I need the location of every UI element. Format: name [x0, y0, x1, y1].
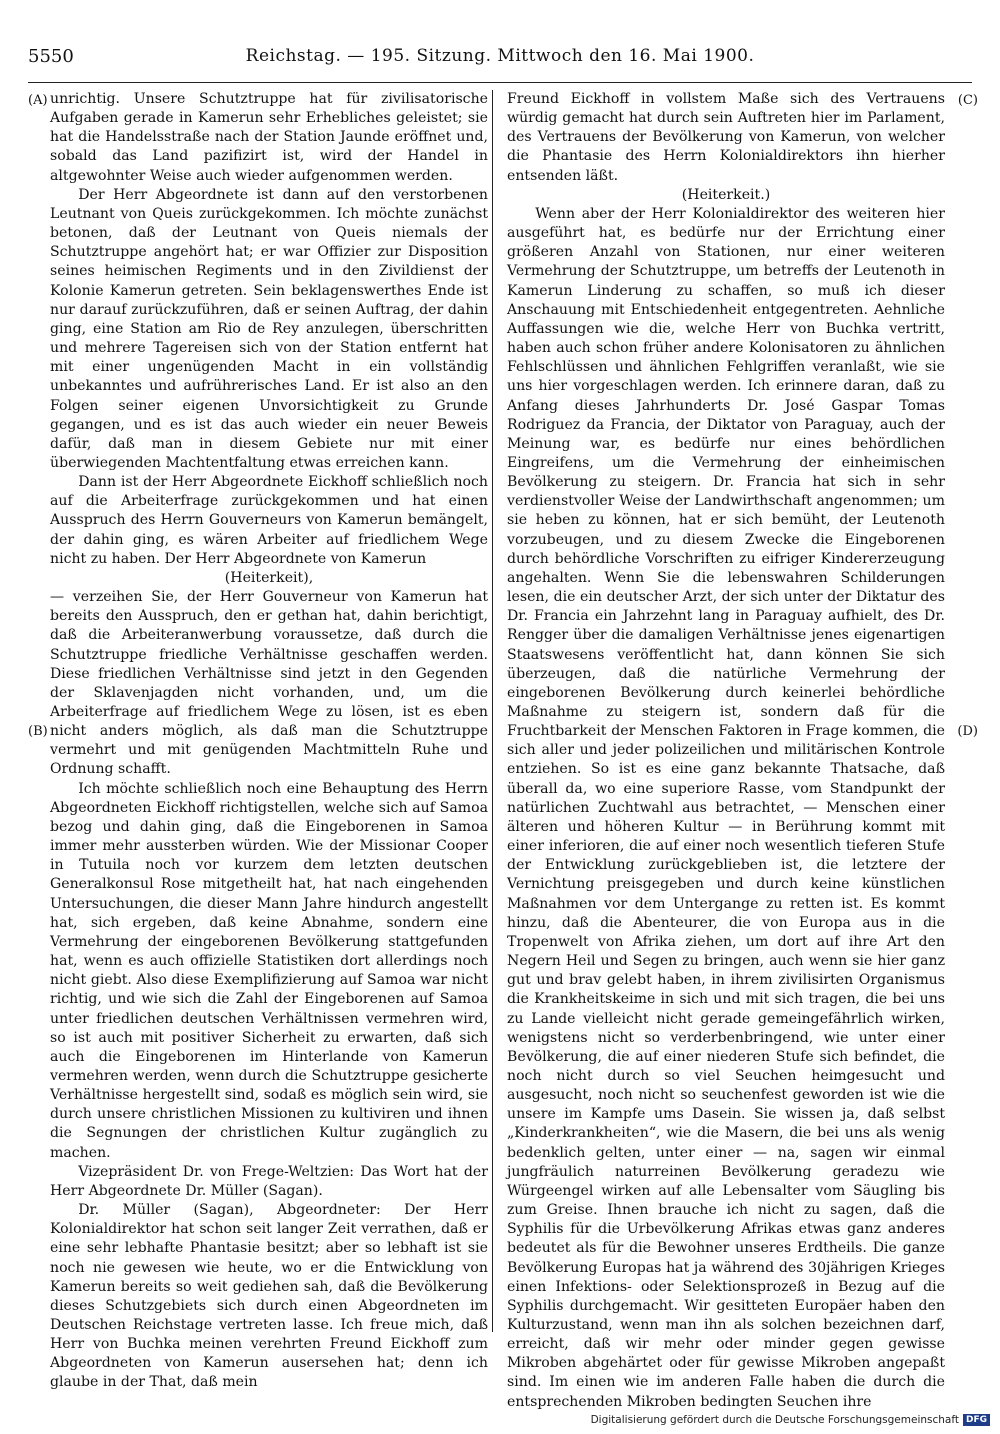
margin-marker-b: (B) [28, 724, 48, 739]
header-rule [28, 82, 972, 83]
paragraph: Vizepräsident Dr. von Frege-Weltzien: Das Wort hat der Herr Abgeordnete Dr. Müller (Sagan). [50, 1163, 488, 1199]
paragraph: (Heiterkeit), [224, 569, 314, 586]
paragraph: — verzeihen Sie, der Herr Gouverneur von Kamerun hat bereits den Ausspruch, den er gethan hat, dahin berichtigt, daß die Arbeiteranwerbung voraussetze, daß durch die Schutztruppe friedliche Verhältnisse geschaffen werden. Diese friedlichen Verhältnisse sind jetzt in den Gegenden der Sklavenjagden nicht vorhanden, und, um die Arbeiterfrage auf friedlichem Wege zu lösen, ist es eben nicht anders möglich, als daß man die Schutztruppe vermehrt und mit genügenden Machtmitteln Ruhe und Ordnung schafft. [50, 589, 488, 778]
paragraph: Der Herr Abgeordnete ist dann auf den verstorbenen Leutnant von Queis zurückgekommen. Ich möchte zunächst betonen, daß der Leutnant von Queis niemals der Schutztruppe angehört hat; er war Offizier zur Disposition seines heimischen Regiments und in den Zivildienst der Kolonie Kamerun getreten. Sein beklagenswerthes Ende ist nur darauf zurückzuführen, daß er seinen Auftrag, der dahin ging, eine Station am Rio de Rey anzulegen, überschritten und mehrere Tagereisen sich von der Station entfernt hat mit einer ungenügenden Macht in ein vollständig unbekanntes und aufrührerisches Land. Er ist also an den Folgen seiner eigenen Unvorsichtigkeit zu Grunde gegangen, und es ist das auch wieder ein neuer Beweis dafür, daß man in diesem Gebiete nur mit einer überwiegenden Machtentfaltung etwas erreichen kann. [50, 186, 488, 471]
paragraph: unrichtig. Unsere Schutztruppe hat für zivilisatorische Aufgaben gerade in Kamerun sehr Erhebliches geleistet; sie hat die Handelsstraße nach der Station Jaunde eröffnet und, sobald das Land pazifizirt ist, wird der Handel in altgewohnter Weise auch wieder aufgenommen werden. [50, 91, 488, 184]
paragraph: Ich möchte schließlich noch eine Behauptung des Herrn Abgeordneten Eickhoff richtigstellen, welche sich auf Samoa bezog und dahin ging, daß die Eingeborenen in Samoa immer mehr aussterben würden. Wie der Missionar Cooper in Tutuila noch vor kurzem dem letzten deutschen Generalkonsul Rose mitgetheilt hat, hat nach eingehenden Untersuchungen, die dieser Mann Jahre hindurch angestellt hat, sich ergeben, daß keine Abnahme, sondern eine Vermehrung der eingeborenen Bevölkerung stattgefunden hat, wenn es auch offizielle Statistiken dort allerdings noch nicht giebt. Also diese Exemplifizierung auf Samoa war nicht richtig, und wie sich die Zahl der Eingeborenen auf Samoa unter friedlichen deutschen Verhältnissen vermehren wird, so ist auch mit positiver Sicherheit zu erwarten, daß sich auch die Eingeborenen im Hinterlande von Kamerun vermehren werden, wenn durch die Schutztruppe gesicherte Verhältnisse hergestellt sind, sodaß es möglich sein wird, sie durch unsere christlichen Missionen zu kultiviren und ihnen die Segnungen der christlichen Kultur zugänglich zu machen. [50, 780, 488, 1161]
column-divider [492, 90, 493, 1332]
running-title: Reichstag. — 195. Sitzung. Mittwoch den 16. Mai 1900. [245, 46, 755, 66]
footer-credit: Digitalisierung gefördert durch die Deutsche Forschungsgemeinschaft [590, 1414, 959, 1426]
margin-marker-d: (D) [957, 724, 978, 739]
paragraph: Freund Eickhoff in vollstem Maße sich des Vertrauens würdig gemacht hat durch sein Auftreten hier im Parlament, des Vertrauens der Bevölkerung von Kamerun, von welcher die Phantasie des Herrn Kolonialdirektors ihn hierher entsenden läßt. [507, 91, 945, 184]
dfg-logo: DFG [963, 1414, 990, 1426]
page-header [28, 44, 972, 74]
paragraph: Wenn aber der Herr Kolonialdirektor des weiteren hier ausgeführt hat, es bedürfe nur der Errichtung einer größeren Anzahl von Stationen, nur einer weiteren Vermehrung der Schutztruppe, um betreffs der Leutenoth in Kamerun Linderung zu schaffen, so muß ich dieser Anschauung mit Entschiedenheit entgegentreten. Aehnliche Auffassungen wie die, welche Herr von Buchka vertritt, haben auch schon früher andere Kolonisatoren zu ähnlichen Fehlschlüssen und ähnlichen Fehlgriffen veranlaßt, wie sie uns hier vorgeschlagen werden. Ich erinnere daran, daß zu Anfang dieses Jahrhunderts Dr. José Gaspar Tomas Rodriguez da Francia, der Diktator von Paraguay, auch der Meinung war, es bedürfe nur eines behördlichen Eingreifens, um die Vermehrung der einheimischen Bevölkerung zu steigern. Dr. Francia hat sich in sehr verdienstvoller Weise der Landwirthschaft angenommen; um sie heben zu können, hat er sich bemüht, der Leutenoth vorzubeugen, und zu diesem Zwecke die Eingeborenen durch behördliche Vorschriften zu eifriger Kindererzeugung angehalten. Wenn Sie die lebenswahren Schilderungen lesen, die ein deutscher Arzt, der sich unter der Diktatur des Dr. Francia ein Jahrzehnt lang in Paraguay aufhielt, des Dr. Rengger über die damaligen Verhältnisse jenes eigenartigen Staatswesens veröffentlicht hat, dann können Sie sich überzeugen, daß die natürliche Vermehrung der eingeborenen Bevölkerung durch keinerlei behördliche Maßnahme zu steigern ist, sondern daß für die Fruchtbarkeit der Menschen Faktoren in Frage kommen, die sich aller und jeder polizeilichen und militärischen Kontrole entziehen. So ist es eine ganz bekannte Thatsache, daß überall da, wo eine superiore Rasse, vom Standpunkt der natürlichen Zuchtwahl aus betrachtet, — Menschen einer älteren und höheren Kultur — in Berührung kommt mit einer inferioren, die auf einer noch wesentlich tieferen Stufe der Entwicklung zurückgeblieben ist, die letztere der Vernichtung preisgegeben und durch keine künstlichen Maßnahmen vor dem Untergange zu retten ist. Es kommt hinzu, daß die Abenteurer, die von Europa aus in die Tropenwelt von Afrika ziehen, um dort auf ihre Art den Negern Heil und Segen zu bringen, auch wenn sie hier ganz gut und brav gelebt haben, in ihrem zivilisirten Organismus die Krankheitskeime in sich und mit sich tragen, die bei uns zu Lande vielleicht nicht gerade gemeingefährlich wirken, wenigstens nicht so verderbenbringend, wie unter einer Bevölkerung, die auf einer niederen Stufe sich befindet, die noch nicht durch so viel Seuchen heimgesucht und ausgesucht, noch nicht so seuchenfest geworden ist wie die unsere im Kampfe ums Dasein. Sie wissen ja, daß selbst „Kinderkrankheiten“, wie die Masern, die bei uns als wenig bedenklich gelten, unter einer — na, sagen wir einmal jungfräulich naturreinen Bevölkerung geradezu wie Würgeengel wirken auf alle Lebensalter vom Säugling bis zum Greise. Ihnen brauche ich nicht zu sagen, daß die Syphilis für die Urbevölkerung Afrikas etwas ganz anderes bedeutet als für die Bewohner unseres Erdtheils. Die ganze Bevölkerung Europas hat ja während des 30jährigen Krieges einen Infektions- oder Selektionsprozeß in Bezug auf die Syphilis durchgemacht. Wir gesitteten Europäer haben den Kulturzustand, wenn man ihn als solchen bezeichnen darf, erreicht, daß wir mehr oder minder gegen gewisse Mikroben abgehärtet oder für gewisse Mikroben angepaßt sind. Im einen wie im anderen Falle haben die durch die entsprechenden Mikroben bedingten Seuchen ihre [507, 205, 945, 1410]
page-number: 5550 [28, 46, 74, 67]
left-column [50, 90, 488, 1391]
page-footer [591, 1414, 990, 1426]
paragraph: Dann ist der Herr Abgeordnete Eickhoff schließlich noch auf die Arbeiterfrage zurückgekommen und hat einen Ausspruch des Herrn Gouverneurs von Kamerun bemängelt, der dahin ging, es wären Arbeiter auf friedlichem Wege nicht zu haben. Der Herr Abgeordnete von Kamerun [50, 474, 488, 567]
margin-marker-a: (A) [28, 93, 48, 108]
paragraph: (Heiterkeit.) [681, 186, 771, 203]
right-column [507, 90, 945, 1410]
paragraph: Dr. Müller (Sagan), Abgeordneter: Der Herr Kolonialdirektor hat schon seit langer Zeit verrathen, daß er eine sehr lebhafte Phantasie besitzt; aber so lebhaft ist sie noch nie gewesen wie heute, wo er die Entwicklung von Kamerun bereits so weit gediehen sah, daß die Bevölkerung dieses Schutzgebiets sich durch einen Abgeordneten im Deutschen Reichstage vertreten lasse. Ich freue mich, daß Herr von Buchka meinen verehrten Freund Eickhoff zum Abgeordneten von Kamerun ausersehen hat; denn ich glaube in der That, daß mein [50, 1202, 488, 1391]
margin-marker-c: (C) [957, 93, 978, 108]
